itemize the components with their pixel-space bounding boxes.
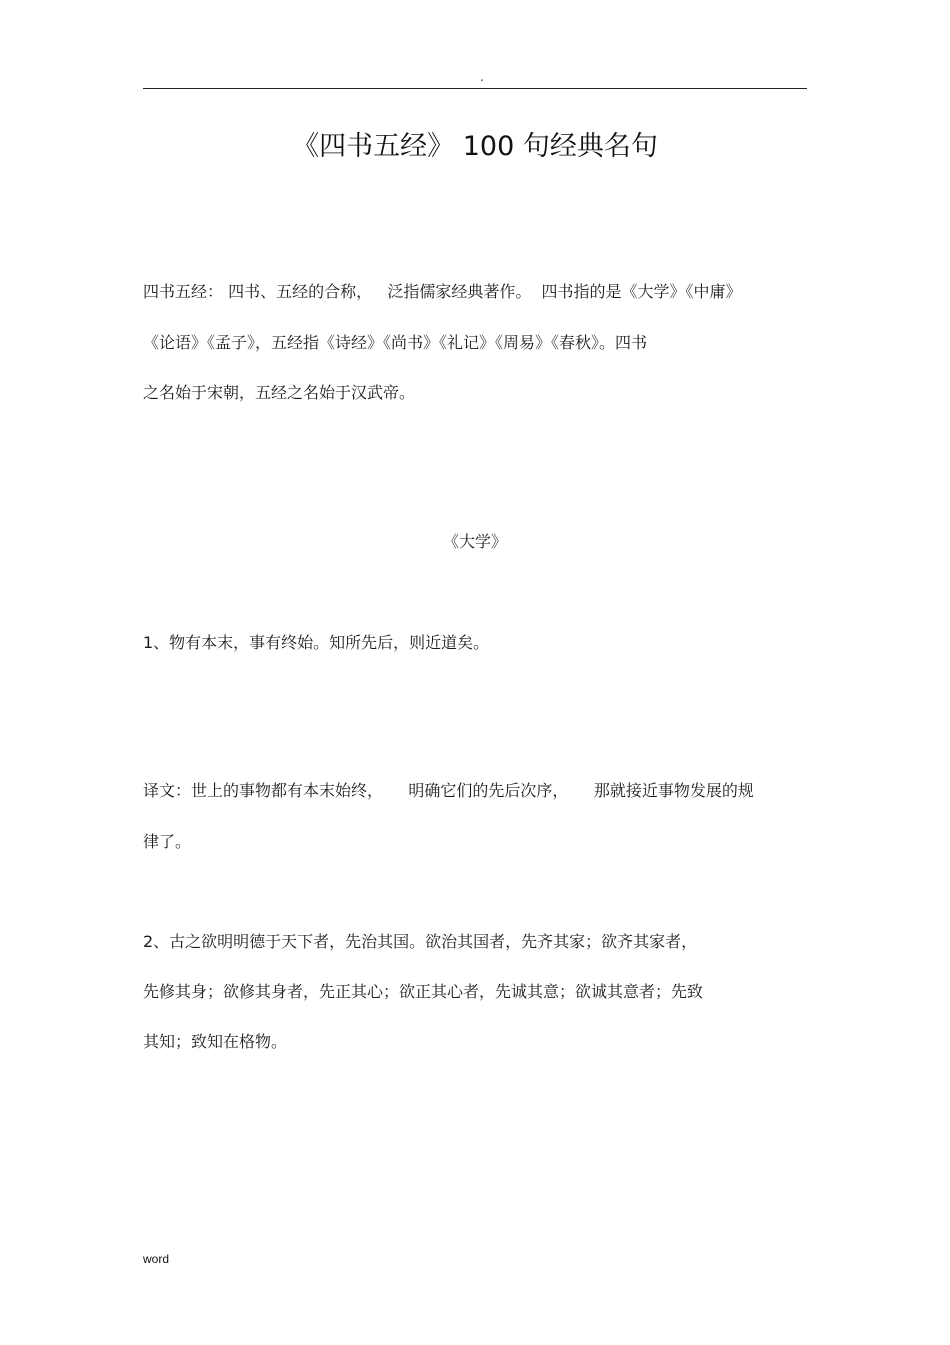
intro-line: 之名始于宋朝，五经之名始于汉武帝。 xyxy=(143,383,416,402)
quote-line: 2、古之欲明明德于天下者，先治其国。欲治其国者，先齐其家；欲齐其家者， xyxy=(143,932,698,951)
document-title: 《四书五经》 100 句经典名句 xyxy=(292,131,658,162)
header-marker: . xyxy=(480,70,484,84)
header-rule xyxy=(143,88,807,89)
translation-line: 译文：世上的事物都有本末始终， 明确它们的先后次序， 那就接近事物发展的规 xyxy=(143,781,754,800)
quote-line: 其知；致知在格物。 xyxy=(143,1032,288,1051)
intro-line: 《论语》《孟子》，五经指《诗经》《尚书》《礼记》《周易》《春秋》。四书 xyxy=(143,333,648,352)
intro-line: 四书五经： 四书、五经的合称， 泛指儒家经典著作。 四书指的是《大学》《中庸》 xyxy=(143,282,742,301)
section-heading: 《大学》 xyxy=(442,532,507,551)
quote-text: 1、物有本末，事有终始。知所先后，则近道矣。 xyxy=(143,633,490,652)
quote-line: 先修其身；欲修其身者，先正其心；欲正其心者，先诚其意；欲诚其意者；先致 xyxy=(143,982,704,1001)
translation-line: 律了。 xyxy=(143,832,192,851)
footer-label: word xyxy=(143,1252,170,1266)
